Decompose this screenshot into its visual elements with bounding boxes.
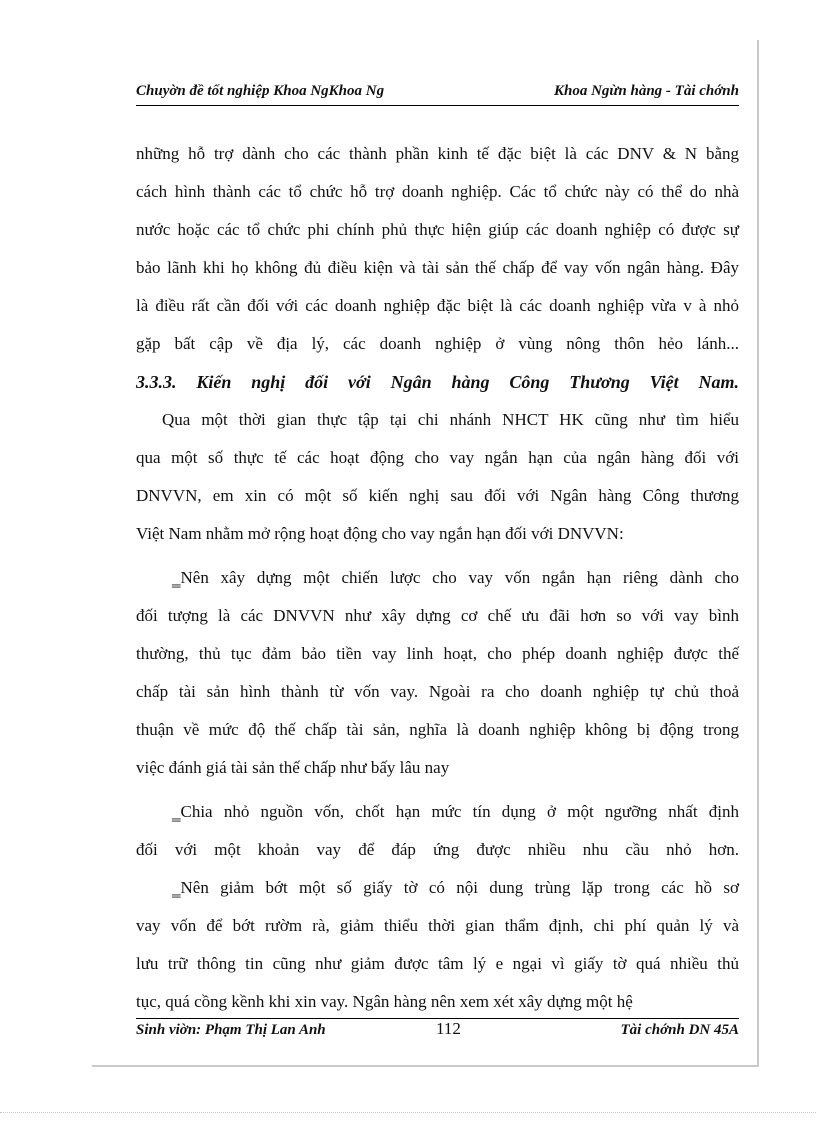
bullet-line — [136, 564, 739, 602]
bullet-line: vay vốn để bớt rườm rà, giảm thiểu thời gian thẩm định, chi phí quản lý và — [136, 916, 739, 935]
paragraph-line: Qua một thời gian thực tập tại chi nhánh NHCT HK cũng như tìm hiểu — [162, 410, 739, 429]
paragraph-line: DNVVN, em xin có một số kiến nghị sau đối với Ngân hàng Công thương — [136, 486, 739, 505]
page-number: 112 — [436, 1019, 461, 1038]
footer-right-text: Tài chớnh DN 45A — [620, 1022, 739, 1038]
header-left-text: Chuyờn đề tốt nghiệp Khoa NgKhoa Ng — [136, 83, 385, 99]
body-line: nước hoặc các tổ chức phi chính phủ thực hiện giúp các doanh nghiệp có được sự — [136, 220, 739, 239]
page-bottom-dotted-line — [0, 1112, 816, 1113]
page-body — [136, 140, 739, 1026]
paragraph-line: Việt Nam nhằm mở rộng hoạt động cho vay ngắn hạn đối với DNVVN: — [136, 524, 624, 543]
page-header — [136, 83, 739, 106]
body-line: gặp bất cập về địa lý, các doanh nghiệp ở vùng nông thôn hẻo lánh... — [136, 334, 739, 353]
bullet-line: tục, quá cồng kềnh khi xin vay. Ngân hàng nên xem xét xây dựng một hệ — [136, 992, 633, 1011]
body-line: cách hình thành các tổ chức hỗ trợ doanh nghiệp. Các tổ chức này có thể do nhà — [136, 182, 739, 201]
footer-left-text: Sinh viờn: Phạm Thị Lan Anh — [136, 1022, 326, 1038]
body-line: bảo lãnh khi họ không đủ điều kiện và tài sản thế chấp để vay vốn ngân hàng. Đây — [136, 258, 739, 277]
page-footer — [136, 1018, 739, 1045]
bullet-line: lưu trữ thông tin cũng như giảm được tâm lý e ngại vì giấy tờ quá nhiều thủ — [136, 954, 739, 973]
body-line: những hỗ trợ dành cho các thành phần kinh tế đặc biệt là các DNV & N bằng — [136, 144, 739, 163]
bullet-line — [136, 874, 739, 912]
bullet-line: thuận về mức độ thế chấp tài sản, nghĩa là doanh nghiệp không bị động trong — [136, 720, 739, 739]
bullet-text: Nên giảm bớt một số giấy tờ có nội dung trùng lặp trong các hồ sơ — [180, 878, 739, 897]
bullet-line: thường, thủ tục đảm bảo tiền vay linh hoạt, cho phép doanh nghiệp được thế — [136, 644, 739, 663]
paragraph-line: qua một số thực tế các hoạt động cho vay ngắn hạn của ngân hàng đối với — [136, 448, 739, 467]
bullet-line: chấp tài sản hình thành từ vốn vay. Ngoài ra cho doanh nghiệp tự chủ thoả — [136, 682, 739, 701]
bullet-line: đối với một khoản vay để đáp ứng được nhiều nhu cầu nhỏ hơn. — [136, 840, 739, 859]
bullet-line — [136, 798, 739, 836]
body-line: là điều rất cần đối với các doanh nghiệp đặc biệt là các doanh nghiệp vừa v à nhỏ — [136, 296, 739, 315]
bullet-line: việc đánh giá tài sản thế chấp như bấy lâu nay — [136, 758, 450, 777]
bullet-text: Nên xây dựng một chiến lược cho vay vốn ngắn hạn riêng dành cho — [180, 568, 739, 587]
bullet-mark: ‗ — [172, 802, 181, 821]
bullet-mark: ‗ — [172, 878, 181, 897]
bullet-text: Chia nhỏ nguồn vốn, chốt hạn mức tín dụng ở một ngưỡng nhất định — [180, 802, 739, 821]
header-right-text: Khoa Ngừn hàng - Tài chớnh — [553, 83, 739, 99]
bullet-mark: ‗ — [172, 568, 181, 587]
bullet-line: đối tượng là các DNVVN như xây dựng cơ chế ưu đãi hơn so với vay bình — [136, 606, 739, 625]
section-heading: 3.3.3. Kiến nghị đối với Ngân hàng Công Thương Việt Nam. — [136, 372, 739, 392]
